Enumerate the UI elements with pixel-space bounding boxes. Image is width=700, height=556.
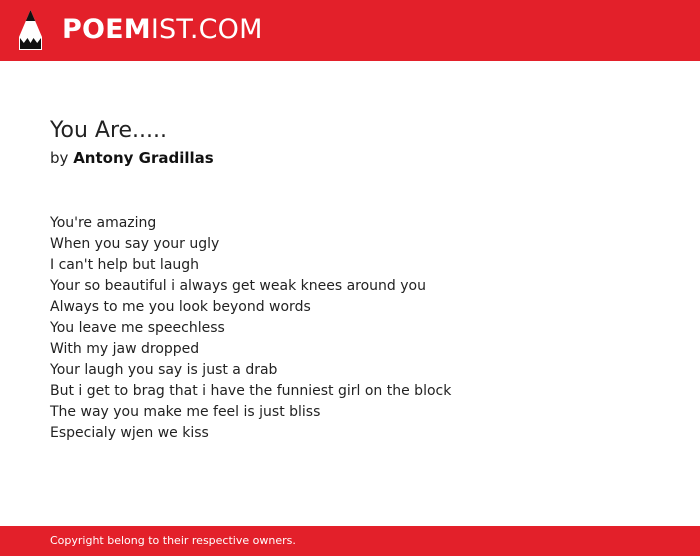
site-header <box>0 0 700 61</box>
logo-bold-text: POEM <box>62 14 151 45</box>
by-label: by <box>50 149 69 167</box>
poem-line: I can't help but laugh <box>50 257 200 273</box>
poem-line: But i get to brag that i have the funniest girl on the block <box>50 383 452 399</box>
poem-line: You leave me speechless <box>50 320 225 336</box>
poem-line: Your laugh you say is just a drab <box>50 362 278 378</box>
site-footer <box>0 526 700 556</box>
poem-line: When you say your ugly <box>50 236 220 252</box>
poem-body <box>50 213 650 444</box>
poem-line: Especialy wjen we kiss <box>50 425 209 441</box>
poem-content <box>50 117 650 444</box>
poem-byline <box>50 148 650 168</box>
logo-light-text: IST.COM <box>150 14 263 45</box>
poem-line: With my jaw dropped <box>50 341 200 357</box>
poem-line: Always to me you look beyond words <box>50 299 311 315</box>
poem-line: You're amazing <box>50 215 157 231</box>
pencil-icon <box>18 9 43 51</box>
site-logo-link[interactable] <box>18 9 263 51</box>
poem-line: Your so beautiful i always get weak knees around you <box>50 278 426 294</box>
poem-line: The way you make me feel is just bliss <box>50 404 321 420</box>
poem-title: You Are..... <box>50 118 168 143</box>
site-logo-text <box>62 9 263 51</box>
author-link[interactable]: Antony Gradillas <box>73 149 214 167</box>
copyright-text: Copyright belong to their respective owners. <box>50 534 296 547</box>
